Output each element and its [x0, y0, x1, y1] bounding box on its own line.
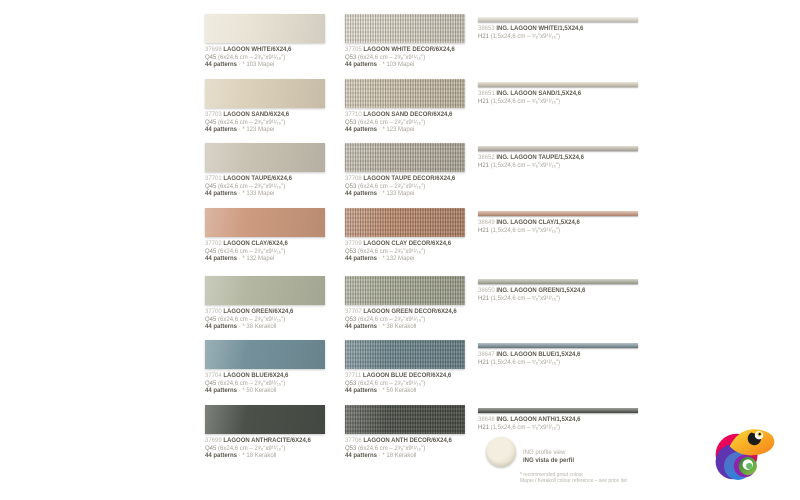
ribbed-texture — [345, 208, 465, 237]
trim-title: 38648 ING. LAGOON ANTH/1,5X24,6 — [478, 417, 581, 423]
tile-notes: 44 patterns · * 132 Mapei — [345, 256, 415, 262]
footnote-line1: * recommended grout colour — [520, 472, 584, 478]
trim-title: 38653 ING. LAGOON WHITE/1,5X24,6 — [478, 26, 584, 32]
tile-info-decor — [345, 112, 480, 135]
tile-size: Q45 (6x24,6 cm – 2³⁄₈″x9¹¹⁄₁₆″) — [205, 183, 286, 190]
trim-strip-swatch — [478, 408, 638, 413]
tile-notes: 44 patterns · * 50 Kerakoll — [345, 388, 417, 394]
tile-swatch-plain — [205, 405, 325, 434]
trim-size: H21 (1,5x24,6 cm – ⁵⁄₈″x9¹¹⁄₁₆″) — [478, 162, 561, 169]
tile-swatch-decor — [345, 14, 465, 43]
product-row-green — [0, 276, 800, 342]
profile-label-en: ING profile view — [523, 450, 566, 456]
tile-swatch-decor — [345, 143, 465, 172]
trim-size: H21 (1,5x24,6 cm – ⁵⁄₈″x9¹¹⁄₁₆″) — [478, 295, 561, 302]
tile-info-plain — [205, 373, 340, 396]
tile-size: Q45 (6x24,6 cm – 2³⁄₈″x9¹¹⁄₁₆″) — [205, 316, 286, 323]
tile-size: Q45 (6x24,6 cm – 2³⁄₈″x9¹¹⁄₁₆″) — [205, 54, 286, 61]
tile-title: 37709 LAGOON CLAY DECOR/6X24,6 — [345, 241, 452, 247]
tile-info-plain — [205, 438, 340, 461]
tile-notes: 44 patterns · * 123 Mapei — [205, 127, 275, 133]
trim-info — [478, 91, 638, 106]
ribbed-texture — [345, 143, 465, 172]
tile-info-plain — [205, 112, 340, 135]
tile-size: Q53 (6x24,6 cm – 2³⁄₈″x9¹¹⁄₁₆″) — [345, 119, 426, 126]
footnote-line2: Mapei / Kerakoll colour reference – see price list — [520, 478, 627, 484]
tile-size: Q45 (6x24,6 cm – 2³⁄₈″x9¹¹⁄₁₆″) — [205, 248, 286, 255]
tile-info-plain — [205, 309, 340, 332]
tile-info-plain — [205, 47, 340, 70]
tile-notes: 44 patterns · * 38 Kerakoll — [345, 324, 417, 330]
profile-label-es: ING vista de perfil — [523, 457, 575, 464]
tile-swatch-decor — [345, 208, 465, 237]
product-row-taupe — [0, 143, 800, 209]
tile-title: 37705 LAGOON WHITE DECOR/6X24,6 — [345, 47, 455, 53]
trim-info — [478, 26, 638, 41]
tile-title: 37698 LAGOON WHITE/6X24,6 — [205, 47, 292, 53]
tile-notes: 44 patterns · * 18 Kerakoll — [205, 453, 277, 459]
tile-notes: 44 patterns · * 103 Mapei — [205, 62, 275, 68]
tile-title: 37706 LAGOON ANTH DECOR/6X24,6 — [345, 438, 452, 444]
tile-swatch-plain — [205, 143, 325, 172]
tile-title: 37699 LAGOON ANTHRACITE/6X24,6 — [205, 438, 311, 444]
footnotes — [520, 472, 670, 484]
tile-info-plain — [205, 176, 340, 199]
tile-info-decor — [345, 241, 480, 264]
tile-swatch-plain — [205, 340, 325, 369]
tile-info-decor — [345, 373, 480, 396]
tile-size: Q45 (6x24,6 cm – 2³⁄₈″x9¹¹⁄₁₆″) — [205, 445, 286, 452]
ribbed-texture — [345, 79, 465, 108]
tile-notes: 44 patterns · * 50 Kerakoll — [205, 388, 277, 394]
tile-notes: 44 patterns · * 132 Mapei — [205, 256, 275, 262]
tile-notes: 44 patterns · * 123 Mapei — [345, 127, 415, 133]
trim-title: 38650 ING. LAGOON GREEN/1,5X24,6 — [478, 288, 586, 294]
chameleon-logo-icon — [710, 424, 780, 494]
profile-view-labels — [523, 450, 574, 465]
tile-info-decor — [345, 176, 480, 199]
trim-size: H21 (1,5x24,6 cm – ⁵⁄₈″x9¹¹⁄₁₆″) — [478, 227, 561, 234]
tile-title: 37708 LAGOON TAUPE DECOR/6X24,6 — [345, 176, 456, 182]
tile-title: 37700 LAGOON GREEN/6X24,6 — [205, 309, 294, 315]
tile-size: Q45 (6x24,6 cm – 2³⁄₈″x9¹¹⁄₁₆″) — [205, 380, 286, 387]
ribbed-texture — [345, 340, 465, 369]
tile-size: Q53 (6x24,6 cm – 2³⁄₈″x9¹¹⁄₁₆″) — [345, 183, 426, 190]
product-row-anthracite — [0, 405, 800, 471]
trim-info — [478, 220, 638, 235]
trim-strip-swatch — [478, 343, 638, 348]
tile-swatch-decor — [345, 405, 465, 434]
tile-info-decor — [345, 438, 480, 461]
trim-title: 38651 ING. LAGOON SAND/1,5X24,6 — [478, 91, 582, 97]
trim-info — [478, 155, 638, 170]
product-row-white — [0, 14, 800, 80]
tile-title: 37701 LAGOON TAUPE/6X24,6 — [205, 176, 292, 182]
ribbed-texture — [345, 405, 465, 434]
trim-title: 38647 ING. LAGOON BLUE/1,5X24,6 — [478, 352, 581, 358]
trim-size: H21 (1,5x24,6 cm – ⁵⁄₈″x9¹¹⁄₁₆″) — [478, 424, 561, 431]
tile-swatch-plain — [205, 208, 325, 237]
tile-notes: 44 patterns · * 103 Mapei — [345, 62, 415, 68]
tile-swatch-plain — [205, 14, 325, 43]
tile-size: Q53 (6x24,6 cm – 2³⁄₈″x9¹¹⁄₁₆″) — [345, 316, 426, 323]
tile-size: Q45 (6x24,6 cm – 2³⁄₈″x9¹¹⁄₁₆″) — [205, 119, 286, 126]
ribbed-texture — [345, 276, 465, 305]
tile-title: 37707 LAGOON GREEN DECOR/6X24,6 — [345, 309, 457, 315]
tile-notes: 44 patterns · * 38 Kerakoll — [205, 324, 277, 330]
tile-notes: 44 patterns · * 18 Kerakoll — [345, 453, 417, 459]
product-row-sand — [0, 79, 800, 145]
tile-size: Q53 (6x24,6 cm – 2³⁄₈″x9¹¹⁄₁₆″) — [345, 380, 426, 387]
tile-swatch-plain — [205, 276, 325, 305]
trim-size: H21 (1,5x24,6 cm – ⁵⁄₈″x9¹¹⁄₁₆″) — [478, 98, 561, 105]
trim-title: 38652 ING. LAGOON TAUPE/1,5X24,6 — [478, 155, 584, 161]
tile-notes: 44 patterns · * 133 Mapei — [345, 191, 415, 197]
tile-info-decor — [345, 47, 480, 70]
tile-title: 37702 LAGOON CLAY/6X24,6 — [205, 241, 288, 247]
trim-strip-swatch — [478, 211, 638, 216]
tile-title: 37711 LAGOON BLUE DECOR/6X24,6 — [345, 373, 452, 379]
trim-strip-swatch — [478, 279, 638, 284]
trim-strip-swatch — [478, 82, 638, 87]
tile-title: 37710 LAGOON SAND DECOR/6X24,6 — [345, 112, 453, 118]
trim-strip-swatch — [478, 146, 638, 151]
ribbed-texture — [345, 14, 465, 43]
tile-size: Q53 (6x24,6 cm – 2³⁄₈″x9¹¹⁄₁₆″) — [345, 248, 426, 255]
product-row-clay — [0, 208, 800, 274]
trim-size: H21 (1,5x24,6 cm – ⁵⁄₈″x9¹¹⁄₁₆″) — [478, 359, 561, 366]
tile-title: 37703 LAGOON SAND/6X24,6 — [205, 112, 290, 118]
trim-title: 38649 ING. LAGOON CLAY/1,5X24,6 — [478, 220, 580, 226]
tile-size: Q53 (6x24,6 cm – 2³⁄₈″x9¹¹⁄₁₆″) — [345, 54, 426, 61]
trim-info — [478, 417, 638, 432]
tile-swatch-decor — [345, 79, 465, 108]
profile-view-swatch — [486, 437, 516, 467]
tile-title: 37704 LAGOON BLUE/6X24,6 — [205, 373, 289, 379]
tile-size: Q53 (6x24,6 cm – 2³⁄₈″x9¹¹⁄₁₆″) — [345, 445, 426, 452]
trim-size: H21 (1,5x24,6 cm – ⁵⁄₈″x9¹¹⁄₁₆″) — [478, 33, 561, 40]
tile-info-plain — [205, 241, 340, 264]
tile-swatch-decor — [345, 276, 465, 305]
tile-info-decor — [345, 309, 480, 332]
product-row-blue — [0, 340, 800, 406]
trim-info — [478, 352, 638, 367]
tile-swatch-decor — [345, 340, 465, 369]
trim-strip-swatch — [478, 17, 638, 22]
tile-swatch-plain — [205, 79, 325, 108]
tile-notes: 44 patterns · * 133 Mapei — [205, 191, 275, 197]
trim-info — [478, 288, 638, 303]
